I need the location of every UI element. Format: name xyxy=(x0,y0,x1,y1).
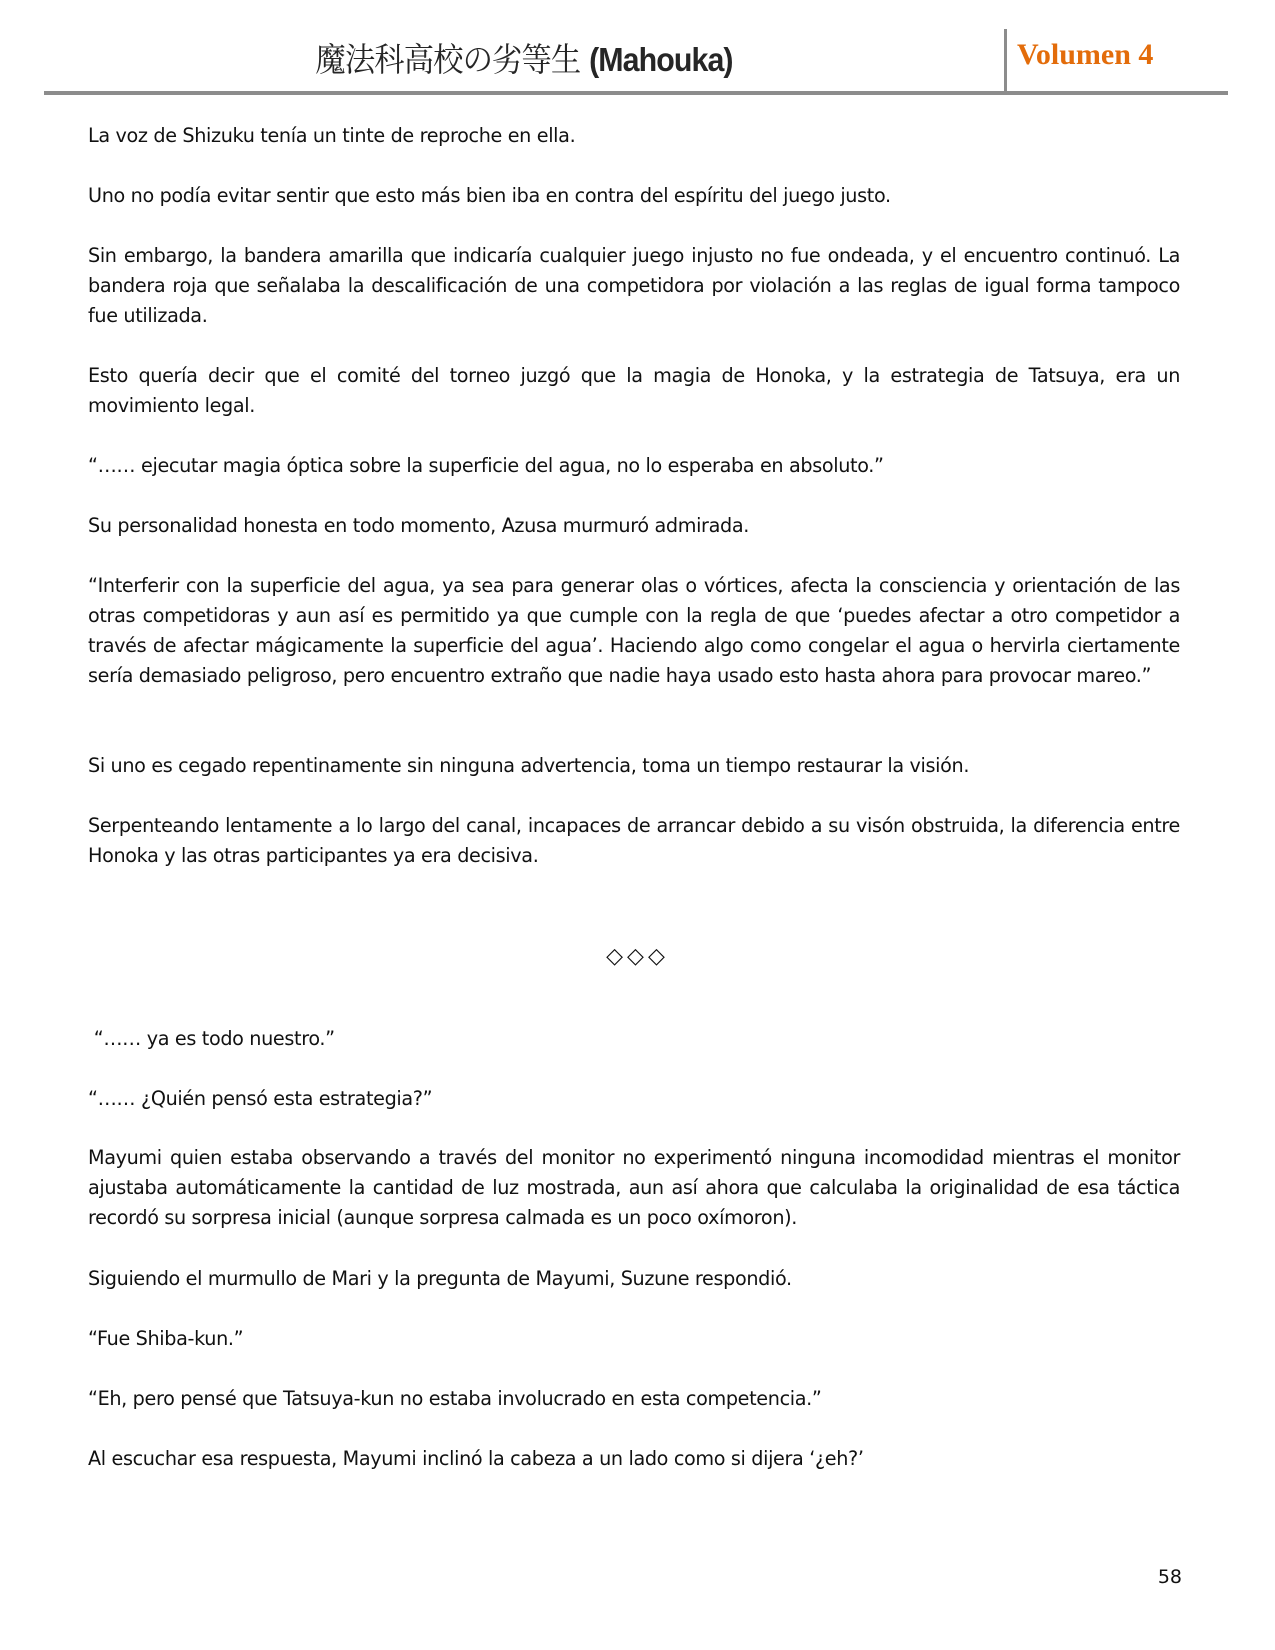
paragraph: “…… ¿Quién pensó esta estrategia?” xyxy=(88,1087,433,1110)
paragraph: La voz de Shizuku tenía un tinte de reproche en ella. xyxy=(88,124,576,147)
page-number: 58 xyxy=(1157,1566,1182,1588)
header-title xyxy=(82,34,965,81)
paragraph: Siguiendo el murmullo de Mari y la pregunta de Mayumi, Suzune respondió. xyxy=(88,1267,792,1290)
paragraph: “Interferir con la superficie del agua, ya sea para generar olas o vórtices, afecta la consciencia y orientación de las otras competidoras y aun así es permitido ya que cumple con la regla de que ‘puedes afectar a otro competidor a través de afectar mágicamente la superficie del agua’. Haciendo algo como congelar el agua o hervirla ciertamente sería demasiado peligroso, pero encuentro extraño que nadie haya usado esto hasta ahora para provocar mareo.” xyxy=(88,574,1180,687)
header-title-japanese: 魔法科高校の劣等生 xyxy=(315,40,581,79)
paragraph: “…… ya es todo nuestro.” xyxy=(88,1027,335,1050)
paragraph: Uno no podía evitar sentir que esto más bien iba en contra del espíritu del juego justo. xyxy=(88,184,891,207)
scene-separator: ◇◇◇ xyxy=(606,944,669,969)
paragraph: “…… ejecutar magia óptica sobre la superficie del agua, no lo esperaba en absoluto.” xyxy=(88,454,884,477)
paragraph: Su personalidad honesta en todo momento, Azusa murmuró admirada. xyxy=(88,514,749,537)
paragraph: Al escuchar esa respuesta, Mayumi inclinó la cabeza a un lado como si dijera ‘¿eh?’ xyxy=(88,1447,864,1470)
paragraph: Esto quería decir que el comité del torneo juzgó que la magia de Honoka, y la estrategia de Tatsuya, era un movimiento legal. xyxy=(88,364,1180,417)
paragraph: Mayumi quien estaba observando a través del monitor no experimentó ninguna incomodidad mientras el monitor ajustaba automáticamente la cantidad de luz mostrada, aun así ahora que calculaba la originalidad de esa táctica recordó su sorpresa inicial (aunque sorpresa calmada es un poco oxímoron). xyxy=(88,1146,1180,1229)
header-divider xyxy=(1004,29,1007,95)
header-volume: Volumen 4 xyxy=(1017,38,1154,71)
paragraph: Serpenteando lentamente a lo largo del canal, incapaces de arrancar debido a su visón obstruida, la diferencia entre Honoka y las otras participantes ya era decisiva. xyxy=(88,814,1180,867)
header-title-latin: (Mahouka) xyxy=(589,41,733,78)
paragraph: “Eh, pero pensé que Tatsuya-kun no estaba involucrado en esta competencia.” xyxy=(88,1387,822,1410)
header-rule xyxy=(44,91,1228,95)
paragraph: “Fue Shiba-kun.” xyxy=(88,1327,244,1350)
paragraph: Sin embargo, la bandera amarilla que indicaría cualquier juego injusto no fue ondeada, y el encuentro continuó. La bandera roja que señalaba la descalificación de una competidora por violación a las reglas de igual forma tampoco fue utilizada. xyxy=(88,244,1180,327)
paragraph: Si uno es cegado repentinamente sin ninguna advertencia, toma un tiempo restaurar la visión. xyxy=(88,754,970,777)
